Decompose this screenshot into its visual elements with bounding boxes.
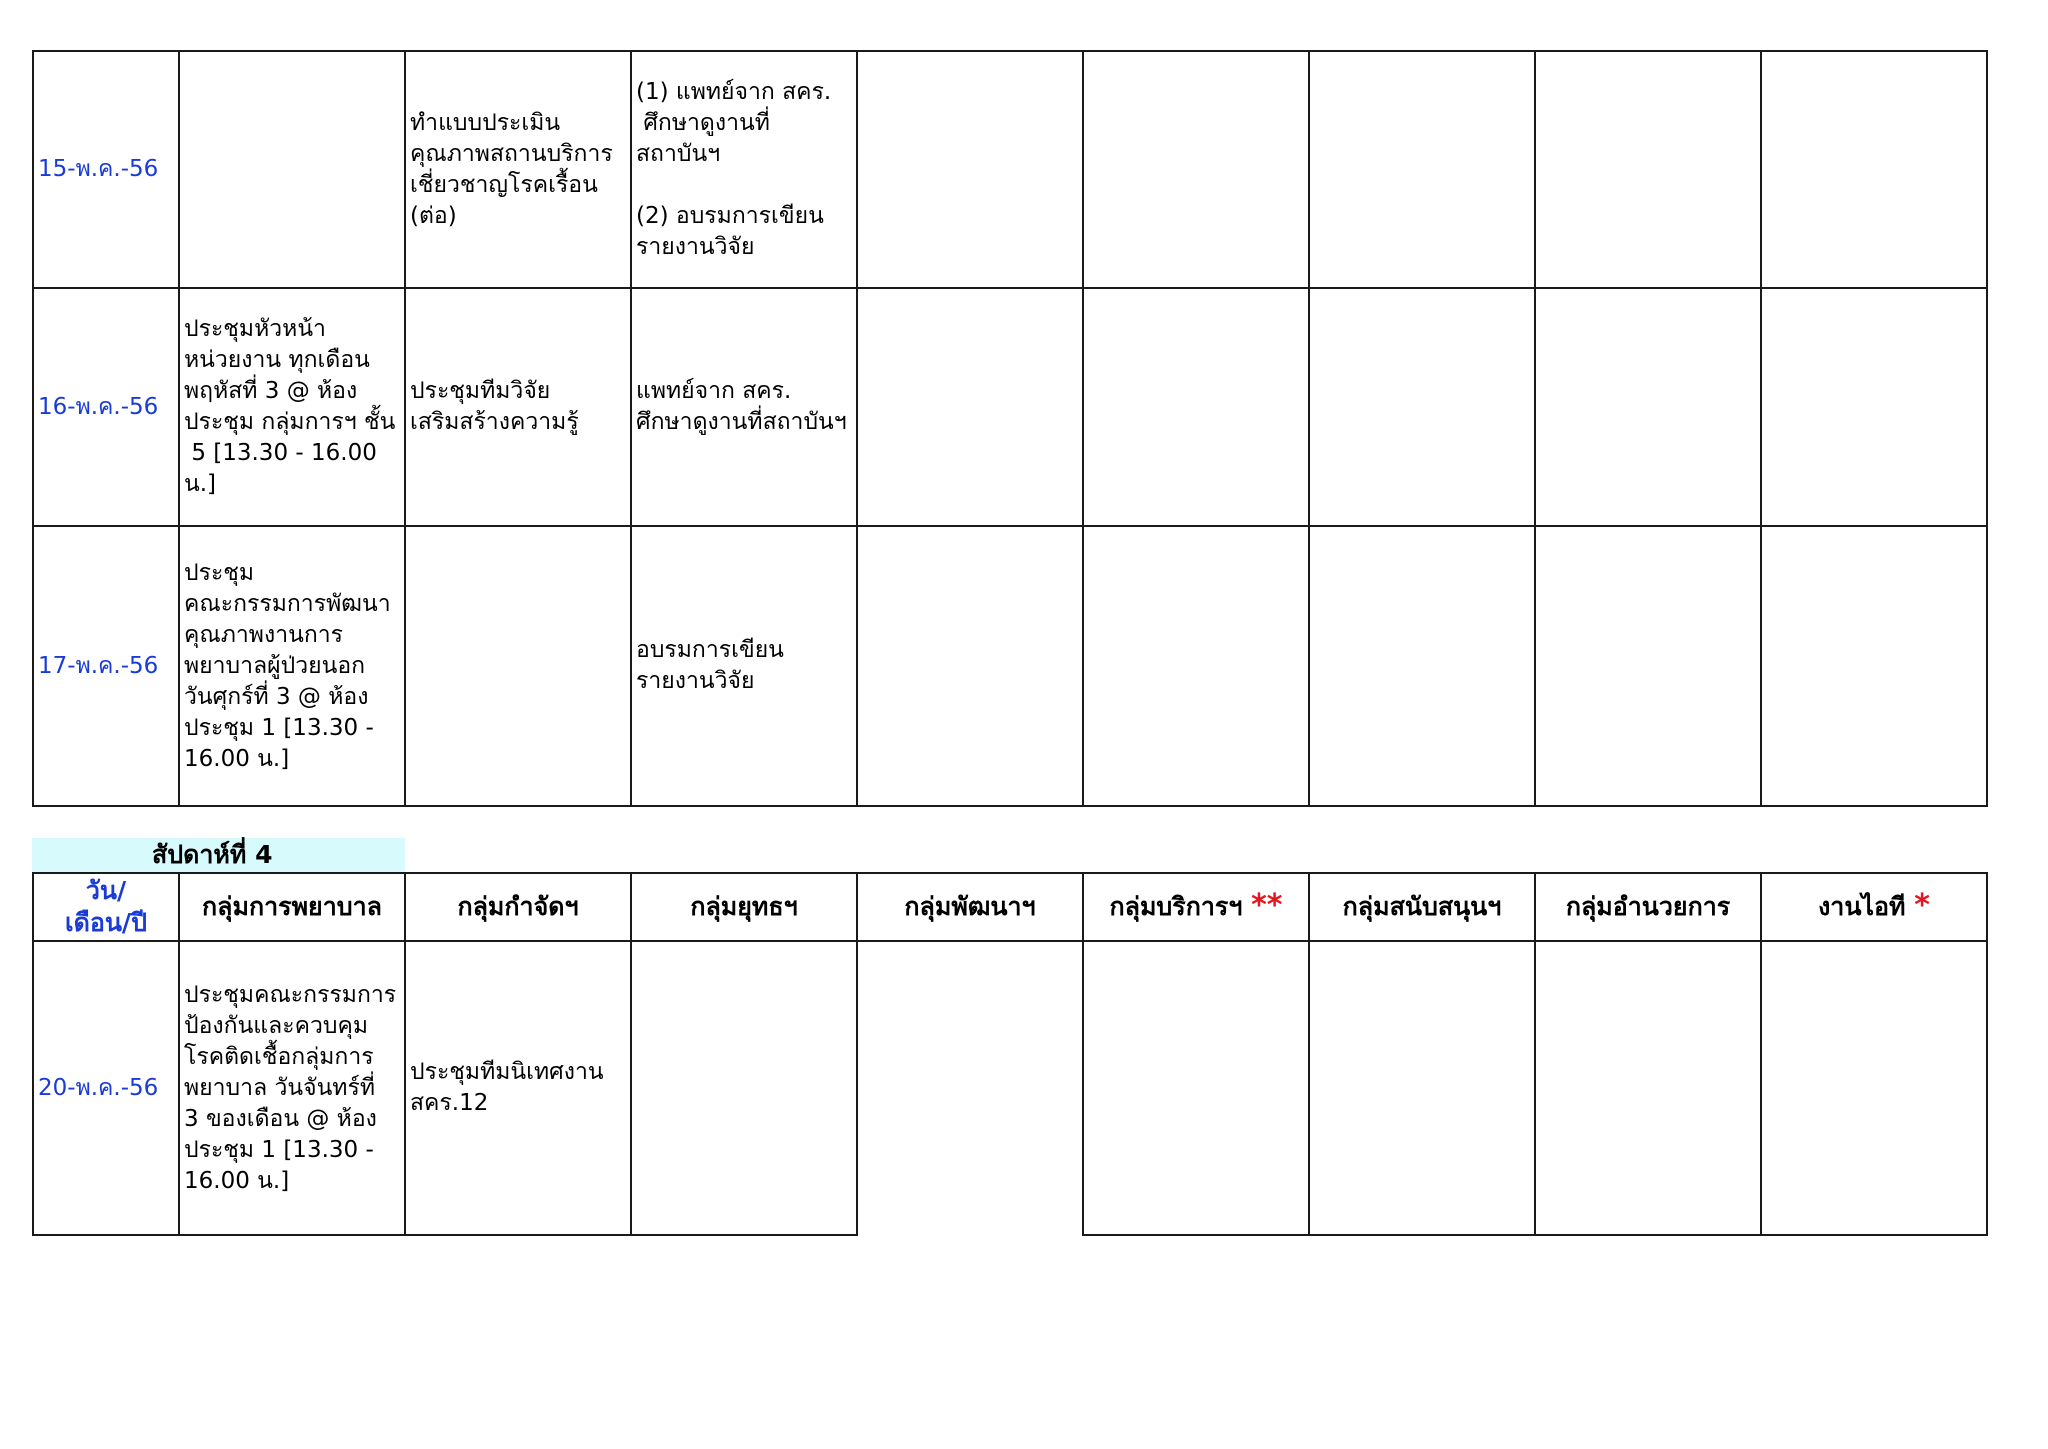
it-cell xyxy=(1761,288,1987,526)
nursing-cell: ประชุม คณะกรรมการพัฒนา คุณภาพงานการ พยาบาลผู้ป่วยนอก วันศุกร์ที่ 3 @ ห้อง ประชุม 1 [13.30 - 16.00 น.] xyxy=(179,526,405,806)
header-date xyxy=(33,873,179,941)
service-cell xyxy=(1083,51,1309,288)
week4-table xyxy=(32,872,1988,1236)
service-cell xyxy=(1083,288,1309,526)
table-row xyxy=(33,941,1987,1235)
elimination-cell: ประชุมทีมนิเทศงาน สคร.12 xyxy=(405,941,631,1235)
support-cell xyxy=(1309,941,1535,1235)
elimination-cell: ทำแบบประเมิน คุณภาพสถานบริการ เชี่ยวชาญโรคเรื้อน (ต่อ) xyxy=(405,51,631,288)
header-director: กลุ่มอำนวยการ xyxy=(1535,873,1761,941)
development-cell xyxy=(857,941,1083,1235)
it-cell xyxy=(1761,51,1987,288)
header-it-label: งานไอที xyxy=(1818,892,1906,921)
development-cell xyxy=(857,51,1083,288)
it-asterisk-mark: * xyxy=(1914,888,1930,923)
strategy-cell: (1) แพทย์จาก สคร. ศึกษาดูงานที่ สถาบันฯ (2) อบรมการเขียน รายงานวิจัย xyxy=(631,51,857,288)
support-cell xyxy=(1309,51,1535,288)
nursing-cell xyxy=(179,51,405,288)
date-cell: 15-พ.ค.-56 xyxy=(33,51,179,288)
service-cell xyxy=(1083,526,1309,806)
support-cell xyxy=(1309,526,1535,806)
director-cell xyxy=(1535,526,1761,806)
elimination-cell xyxy=(405,526,631,806)
header-service-label: กลุ่มบริการฯ xyxy=(1109,892,1243,921)
support-cell xyxy=(1309,288,1535,526)
service-cell xyxy=(1083,941,1309,1235)
header-strategy: กลุ่มยุทธฯ xyxy=(631,873,857,941)
week4-table-wrap xyxy=(32,872,1988,1236)
header-nursing: กลุ่มการพยาบาล xyxy=(179,873,405,941)
director-cell xyxy=(1535,941,1761,1235)
header-service xyxy=(1083,873,1309,941)
date-cell: 16-พ.ค.-56 xyxy=(33,288,179,526)
director-cell xyxy=(1535,288,1761,526)
table-row xyxy=(33,51,1987,288)
header-it xyxy=(1761,873,1987,941)
header-support: กลุ่มสนับสนุนฯ xyxy=(1309,873,1535,941)
date-cell: 20-พ.ค.-56 xyxy=(33,941,179,1235)
week3-table-wrap xyxy=(32,50,1988,807)
week3-table xyxy=(32,50,1988,807)
header-row xyxy=(33,873,1987,941)
strategy-cell: อบรมการเขียน รายงานวิจัย xyxy=(631,526,857,806)
it-cell xyxy=(1761,941,1987,1235)
header-date-label: วัน/ เดือน/ปี xyxy=(65,876,147,937)
strategy-cell xyxy=(631,941,857,1235)
date-cell: 17-พ.ค.-56 xyxy=(33,526,179,806)
week-label: สัปดาห์ที่ 4 xyxy=(32,838,405,872)
elimination-cell: ประชุมทีมวิจัย เสริมสร้างความรู้ xyxy=(405,288,631,526)
director-cell xyxy=(1535,51,1761,288)
development-cell xyxy=(857,526,1083,806)
development-cell xyxy=(857,288,1083,526)
it-cell xyxy=(1761,526,1987,806)
service-asterisk-mark: ** xyxy=(1251,888,1283,923)
header-elimination: กลุ่มกำจัดฯ xyxy=(405,873,631,941)
nursing-cell: ประชุมหัวหน้า หน่วยงาน ทุกเดือน พฤหัสที่ 3 @ ห้อง ประชุม กลุ่มการฯ ชั้น 5 [13.30 - 16.00 น.] xyxy=(179,288,405,526)
table-row xyxy=(33,288,1987,526)
strategy-cell: แพทย์จาก สคร. ศึกษาดูงานที่สถาบันฯ xyxy=(631,288,857,526)
table-row xyxy=(33,526,1987,806)
header-development: กลุ่มพัฒนาฯ xyxy=(857,873,1083,941)
nursing-cell: ประชุมคณะกรรมการ ป้องกันและควบคุม โรคติดเชื้อกลุ่มการ พยาบาล วันจันทร์ที่ 3 ของเดือน @ ห้อง ประชุม 1 [13.30 - 16.00 น.] xyxy=(179,941,405,1235)
